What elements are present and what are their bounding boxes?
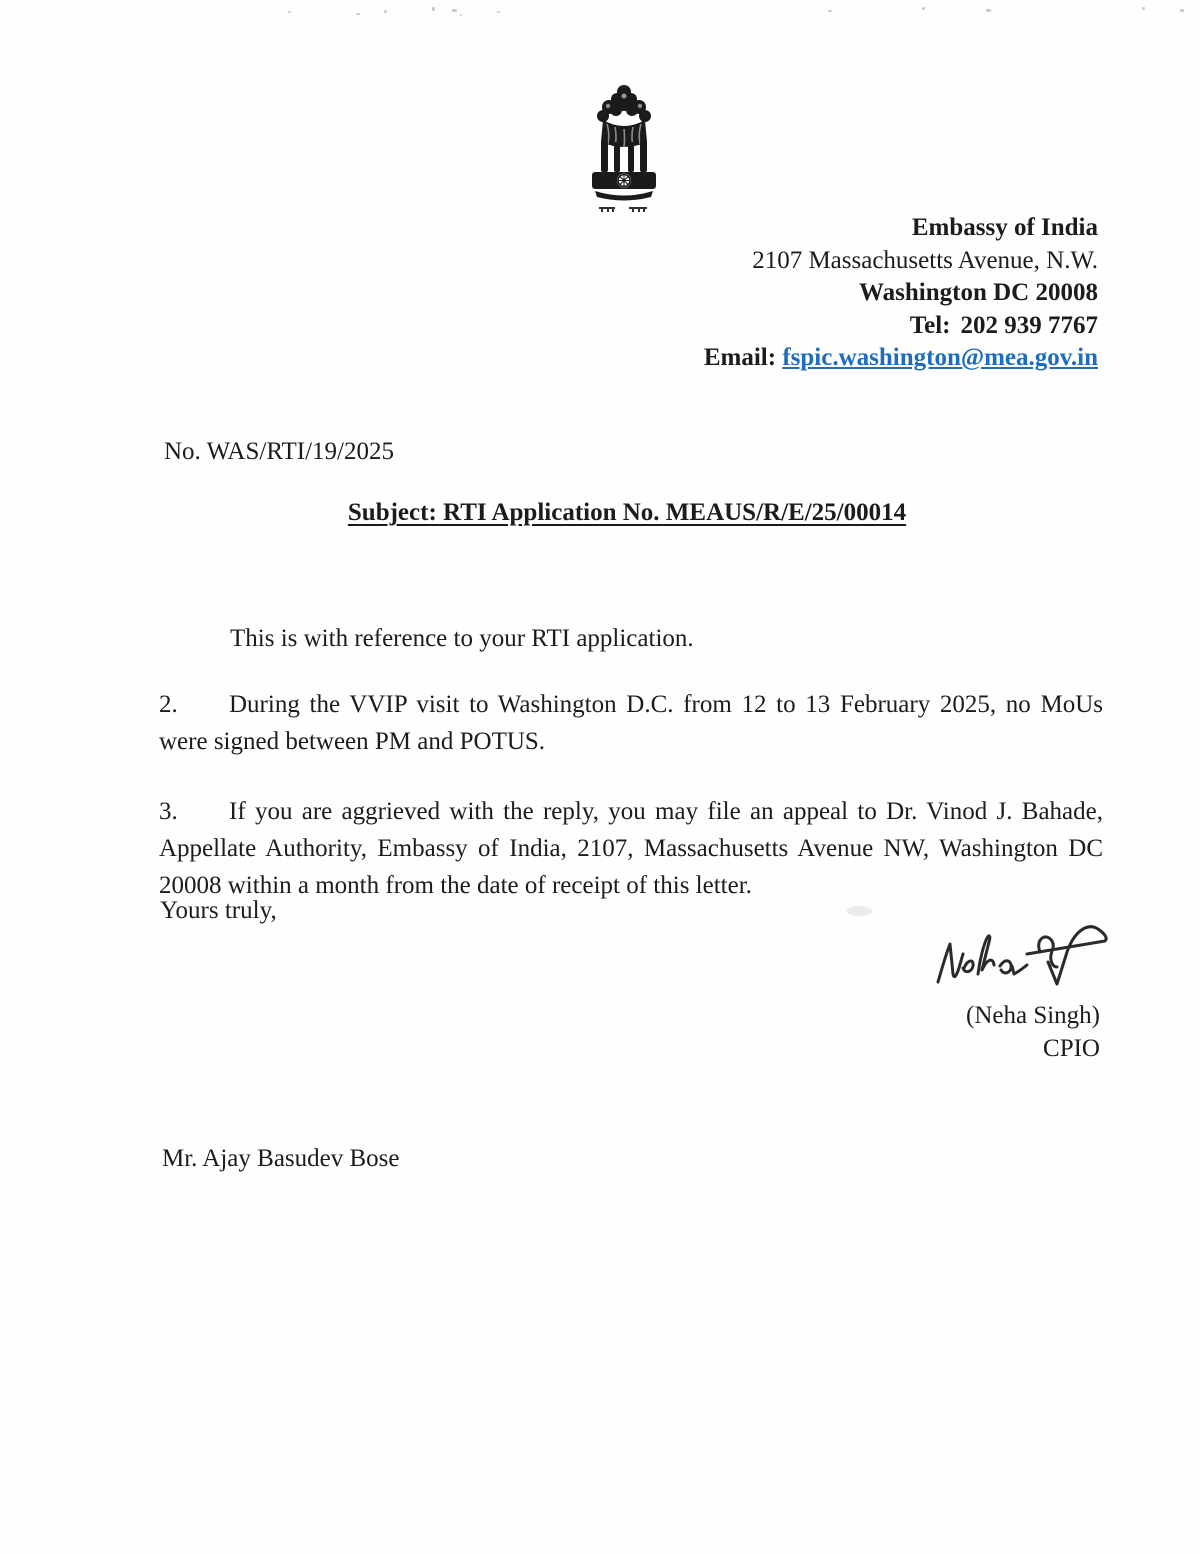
paragraph-3-number: 3.: [159, 798, 178, 825]
email-link[interactable]: fspic.washington@mea.gov.in: [782, 344, 1098, 371]
address-line-2: Washington DC 20008: [859, 279, 1098, 306]
paragraph-1: This is with reference to your RTI application.: [230, 625, 694, 652]
paragraph-3-text: If you are aggrieved with the reply, you may file an appeal to Dr. Vinod J. Bahade, Appellate Authority, Embassy of India, 2107, Massachusetts Avenue NW, Washington DC 20008 within a month from the date of receipt of this letter.: [159, 798, 1103, 899]
scan-smudge: [846, 906, 872, 916]
motto-satyameva-jayate: [599, 208, 647, 212]
telephone-line: Tel: 202 939 7767: [909, 311, 1098, 339]
recipient-name: Mr. Ajay Basudev Bose: [162, 1145, 400, 1172]
paragraph-2-number: 2.: [159, 691, 178, 718]
email-label: Email:: [703, 344, 777, 371]
signatory-block: [966, 999, 1100, 1065]
signatory-title: CPIO: [1043, 1035, 1100, 1062]
paragraph-2: [159, 686, 1103, 760]
paragraph-2-text: During the VVIP visit to Washington D.C. from 12 to 13 February 2025, no MoUs were signed between PM and POTUS.: [159, 691, 1103, 755]
reference-number: No. WAS/RTI/19/2025: [164, 438, 394, 465]
org-name: Embassy of India: [911, 214, 1098, 241]
address-line-1: 2107 Massachusetts Avenue, N.W.: [752, 246, 1098, 274]
letterhead: [704, 212, 1098, 375]
closing-salutation: Yours truly,: [160, 897, 277, 924]
subject-line: Subject: RTI Application No. MEAUS/R/E/25/00014: [347, 499, 907, 526]
handwritten-signature: [930, 916, 1112, 996]
telephone-number: 202 939 7767: [960, 311, 1098, 339]
subject-row: [54, 499, 1200, 527]
scan-noise-strip: [0, 0, 1200, 24]
signatory-name: (Neha Singh): [966, 1002, 1100, 1029]
email-line: [704, 342, 1098, 375]
paragraph-3: [159, 793, 1103, 904]
emblem-of-india-icon: [585, 80, 663, 214]
